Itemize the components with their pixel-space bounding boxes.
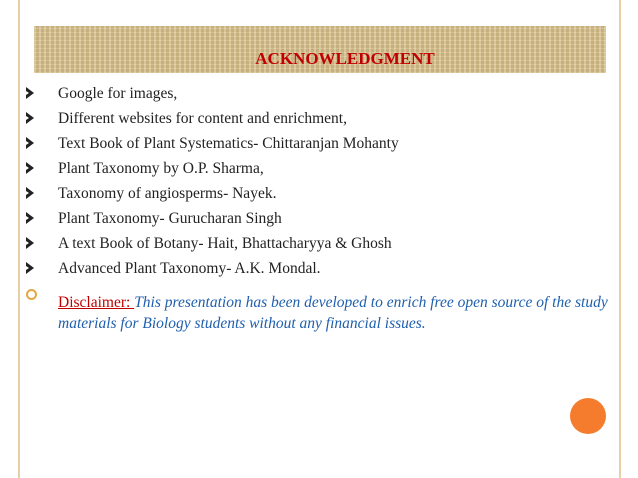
list-item-text: Text Book of Plant Systematics- Chittaranjan Mohanty — [58, 135, 399, 152]
arrow-bullet-icon — [26, 262, 34, 274]
arrow-bullet-icon — [26, 212, 34, 224]
arrow-bullet-icon — [26, 112, 34, 124]
list-item-text: Google for images, — [58, 85, 178, 102]
list-item — [22, 109, 622, 134]
list-item-text: Plant Taxonomy by O.P. Sharma, — [58, 160, 264, 177]
list-item-text: Plant Taxonomy- Gurucharan Singh — [58, 210, 282, 227]
decorative-circle — [570, 398, 606, 434]
list-item-text: Different websites for content and enrichment, — [58, 110, 347, 127]
list-item-text: Advanced Plant Taxonomy- A.K. Mondal. — [58, 260, 321, 277]
arrow-bullet-icon — [26, 237, 34, 249]
list-item — [22, 234, 622, 259]
disclaimer — [58, 292, 618, 334]
acknowledgment-list — [22, 84, 622, 309]
frame-line-left — [18, 0, 20, 478]
arrow-bullet-icon — [26, 187, 34, 199]
circle-bullet-icon — [26, 289, 37, 300]
disclaimer-text: This presentation has been developed to enrich free open source of the study materials for Biology students without any financial issues. — [58, 294, 608, 332]
arrow-bullet-icon — [26, 162, 34, 174]
list-item — [22, 159, 622, 184]
list-item — [22, 84, 622, 109]
list-item — [22, 184, 622, 209]
disclaimer-label: Disclaimer: — [58, 294, 135, 311]
slide-title: ACKNOWLEDGMENT — [255, 49, 435, 68]
arrow-bullet-icon — [26, 137, 34, 149]
list-item — [22, 259, 622, 284]
list-item — [22, 134, 622, 159]
list-item — [22, 209, 622, 234]
list-item-text: A text Book of Botany- Hait, Bhattacharyya & Ghosh — [58, 235, 392, 252]
list-item-text: Taxonomy of angiosperms- Nayek. — [58, 185, 277, 202]
arrow-bullet-icon — [26, 87, 34, 99]
